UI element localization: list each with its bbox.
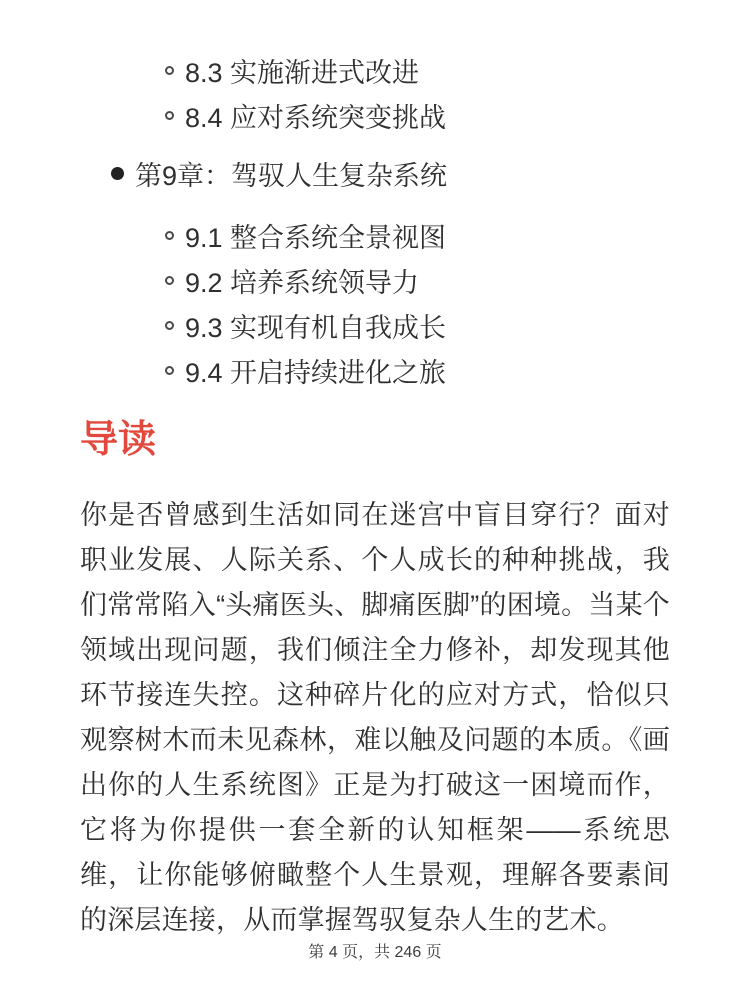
circle-bullet-icon (165, 111, 174, 120)
toc-item-label: 9.3 实现有机自我成长 (185, 313, 447, 343)
toc-item-9-1 (165, 220, 670, 251)
toc-item-9-3 (165, 310, 670, 341)
disc-bullet-icon (111, 167, 124, 180)
toc-item-8-4 (165, 100, 670, 131)
toc-item-9-2 (165, 265, 670, 296)
circle-bullet-icon (165, 231, 174, 240)
toc-item-label: 9.1 整合系统全景视图 (185, 223, 447, 253)
circle-bullet-icon (165, 276, 174, 285)
page-footer (0, 939, 750, 962)
circle-bullet-icon (165, 321, 174, 330)
page-number-indicator: 第 4 页，共 246 页 (308, 944, 442, 961)
circle-bullet-icon (165, 366, 174, 375)
toc-chapter-label: 第9章：驾驭人生复杂系统 (135, 161, 448, 191)
table-of-contents (80, 55, 670, 386)
section-heading: 导读 (80, 419, 157, 461)
toc-item-9-4 (165, 355, 670, 386)
toc-item-8-3 (165, 55, 670, 86)
toc-item-label: 9.2 培养系统领导力 (185, 268, 420, 298)
toc-item-label: 8.4 应对系统突变挑战 (185, 103, 447, 133)
toc-item-label: 9.4 开启持续进化之旅 (185, 358, 447, 388)
circle-bullet-icon (165, 66, 174, 75)
toc-item-chapter-9 (111, 158, 670, 189)
body-paragraph: 你是否曾感到生活如同在迷宫中盲目穿行？面对职业发展、人际关系、个人成长的种种挑战，我们常常陷入“头痛医头、脚痛医脚”的困境。当某个领域出现问题，我们倾注全力修补，却发现其他环节接连失控。这种碎片化的应对方式，恰似只观察树木而未见森林，难以触及问题的本质。《画出你的人生系统图》正是为打破这一困境而作，它将为你提供一套全新的认知框架——系统思维，让你能够俯瞰整个人生景观，理解各要素间的深层连接，从而掌握驾驭复杂人生的艺术。 (80, 499, 670, 935)
toc-item-label: 8.3 实施渐进式改进 (185, 58, 420, 88)
